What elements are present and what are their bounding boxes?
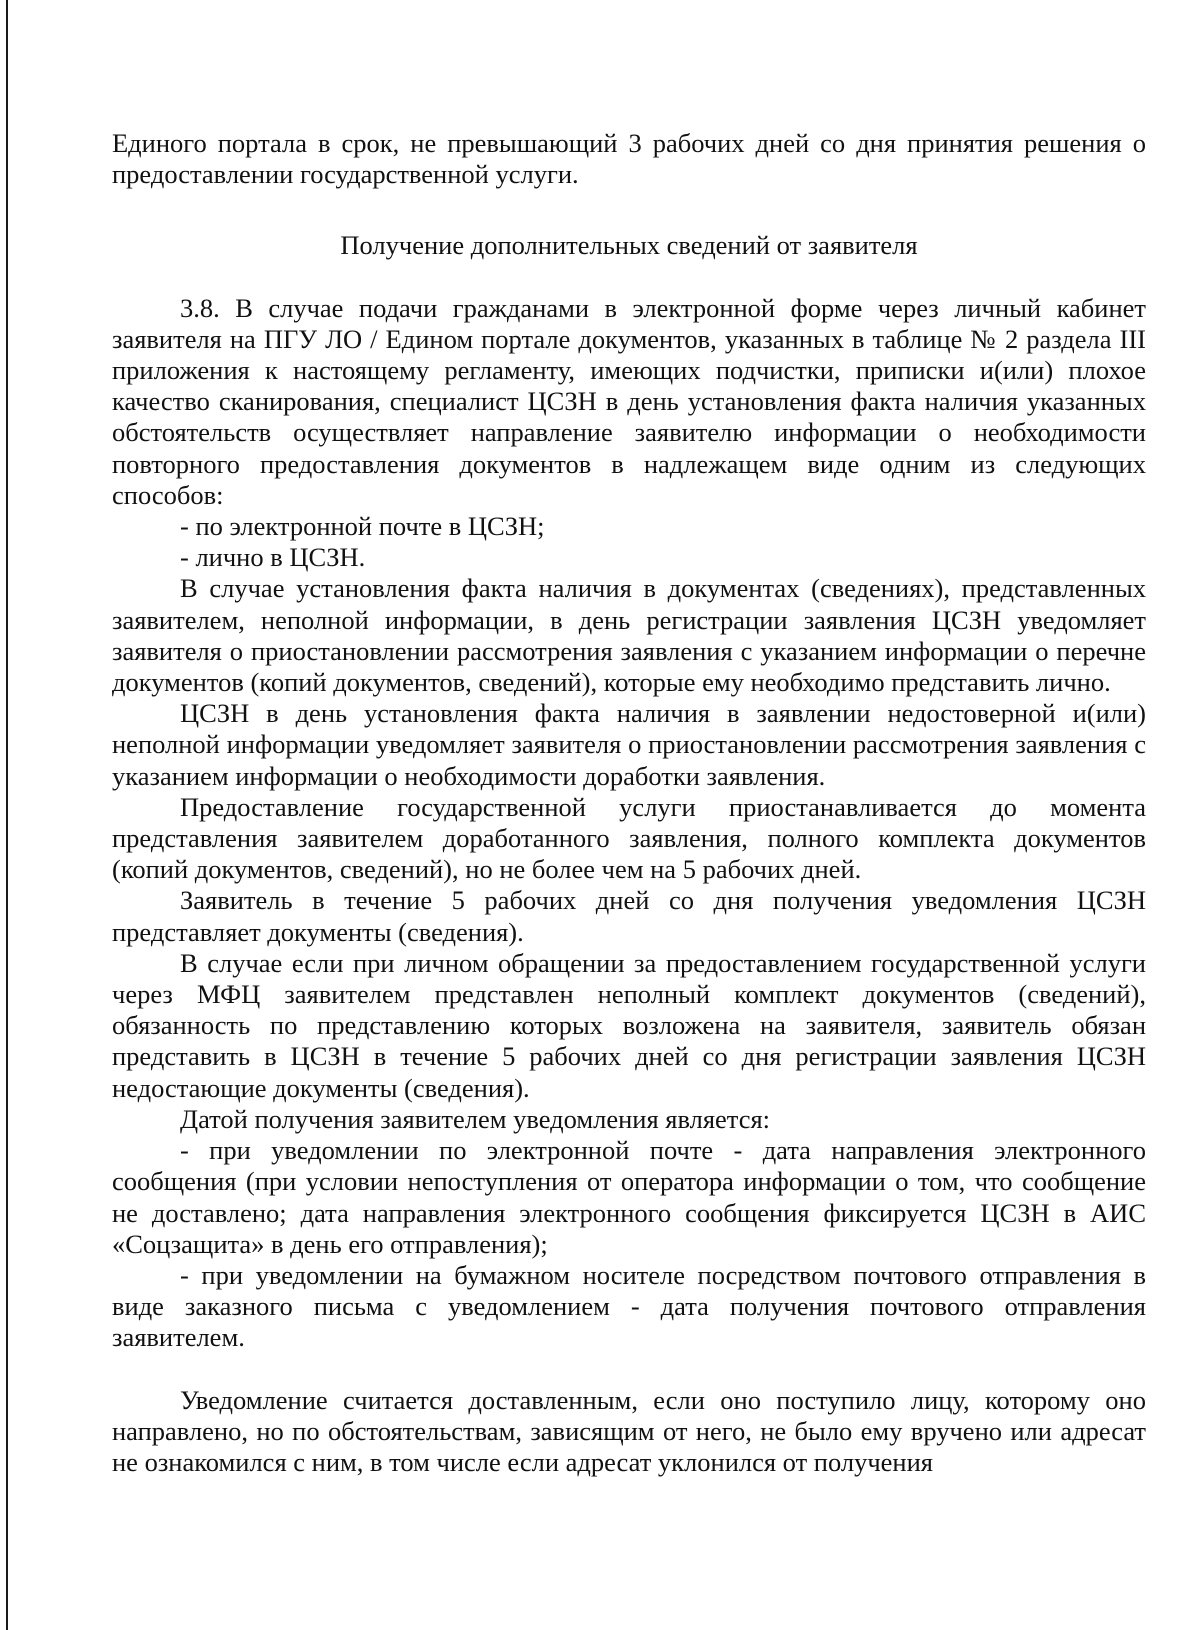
document-body <box>112 128 1146 1478</box>
paragraph-applicant-deadline: Заявитель в течение 5 рабочих дней со дня получения уведомления ЦСЗН представляет документы (сведения). <box>112 885 1146 947</box>
paragraph-incomplete-info: В случае установления факта наличия в документах (сведениях), представленных заявителем, неполной информации, в день регистрации заявления ЦСЗН уведомляет заявителя о приостановлении рассмотрения заявления с указанием информации о перечне документов (копий документов, сведений), которые ему необходимо представить лично. <box>112 573 1146 698</box>
paragraph-mfc-incomplete: В случае если при личном обращении за предоставлением государственной услуги через МФЦ заявителем представлен неполный комплект документов (сведений), обязанность по представлению которых возложена на заявителя, заявитель обязан представить в ЦСЗН в течение 5 рабочих дней со дня регистрации заявления ЦСЗН недостающие документы (сведения). <box>112 947 1146 1103</box>
list-item-paper-notification: - при уведомлении на бумажном носителе посредством почтового отправления в виде заказного письма с уведомлением - дата получения почтового отправления заявителем. <box>112 1259 1146 1353</box>
paragraph-notification-date: Датой получения заявителем уведомления является: <box>180 1103 771 1134</box>
section-heading: Получение дополнительных сведений от заявителя <box>340 230 918 261</box>
paragraph-continuation: Единого портала в срок, не превышающий 3 рабочих дней со дня принятия решения о предоставлении государственной услуги. <box>112 128 1146 190</box>
paragraph-delivered: Уведомление считается доставленным, если оно поступило лицу, которому оно направлено, но по обстоятельствам, зависящим от него, не было ему вручено или адресат не ознакомился с ним, в том числе если адресат уклонился от получения <box>112 1384 1146 1477</box>
paragraph-3-8: 3.8. В случае подачи гражданами в электронной форме через личный кабинет заявителя на ПГУ ЛО / Едином портале документов, указанных в таблице № 2 раздела III приложения к настоящему регламенту, имеющих подчистки, приписки и(или) плохое качество сканирования, специалист ЦСЗН в день установления факта наличия указанных обстоятельств осуществляет направление заявителю информации о необходимости повторного предоставления документов в надлежащем виде одним из следующих способов: <box>112 292 1146 510</box>
paragraph-unreliable-info: ЦСЗН в день установления факта наличия в заявлении недостоверной и(или) неполной информации уведомляет заявителя о приостановлении рассмотрения заявления с указанием информации о необходимости доработки заявления. <box>112 698 1146 791</box>
list-item-in-person: - лично в ЦСЗН. <box>180 542 366 573</box>
scan-page-edge <box>6 0 8 1630</box>
list-item-email-notification: - при уведомлении по электронной почте - дата направления электронного сообщения (при условии непоступления от оператора информации о том, что сообщение не доставлено; дата направления электронного сообщения фиксируется ЦСЗН в АИС «Соцзащита» в день его отправления); <box>112 1135 1146 1259</box>
list-item-email: - по электронной почте в ЦСЗН; <box>180 511 545 542</box>
paragraph-suspension: Предоставление государственной услуги приостанавливается до момента представления заявителем доработанного заявления, полного комплекта документов (копий документов, сведений), но не более чем на 5 рабочих дней. <box>112 791 1146 885</box>
